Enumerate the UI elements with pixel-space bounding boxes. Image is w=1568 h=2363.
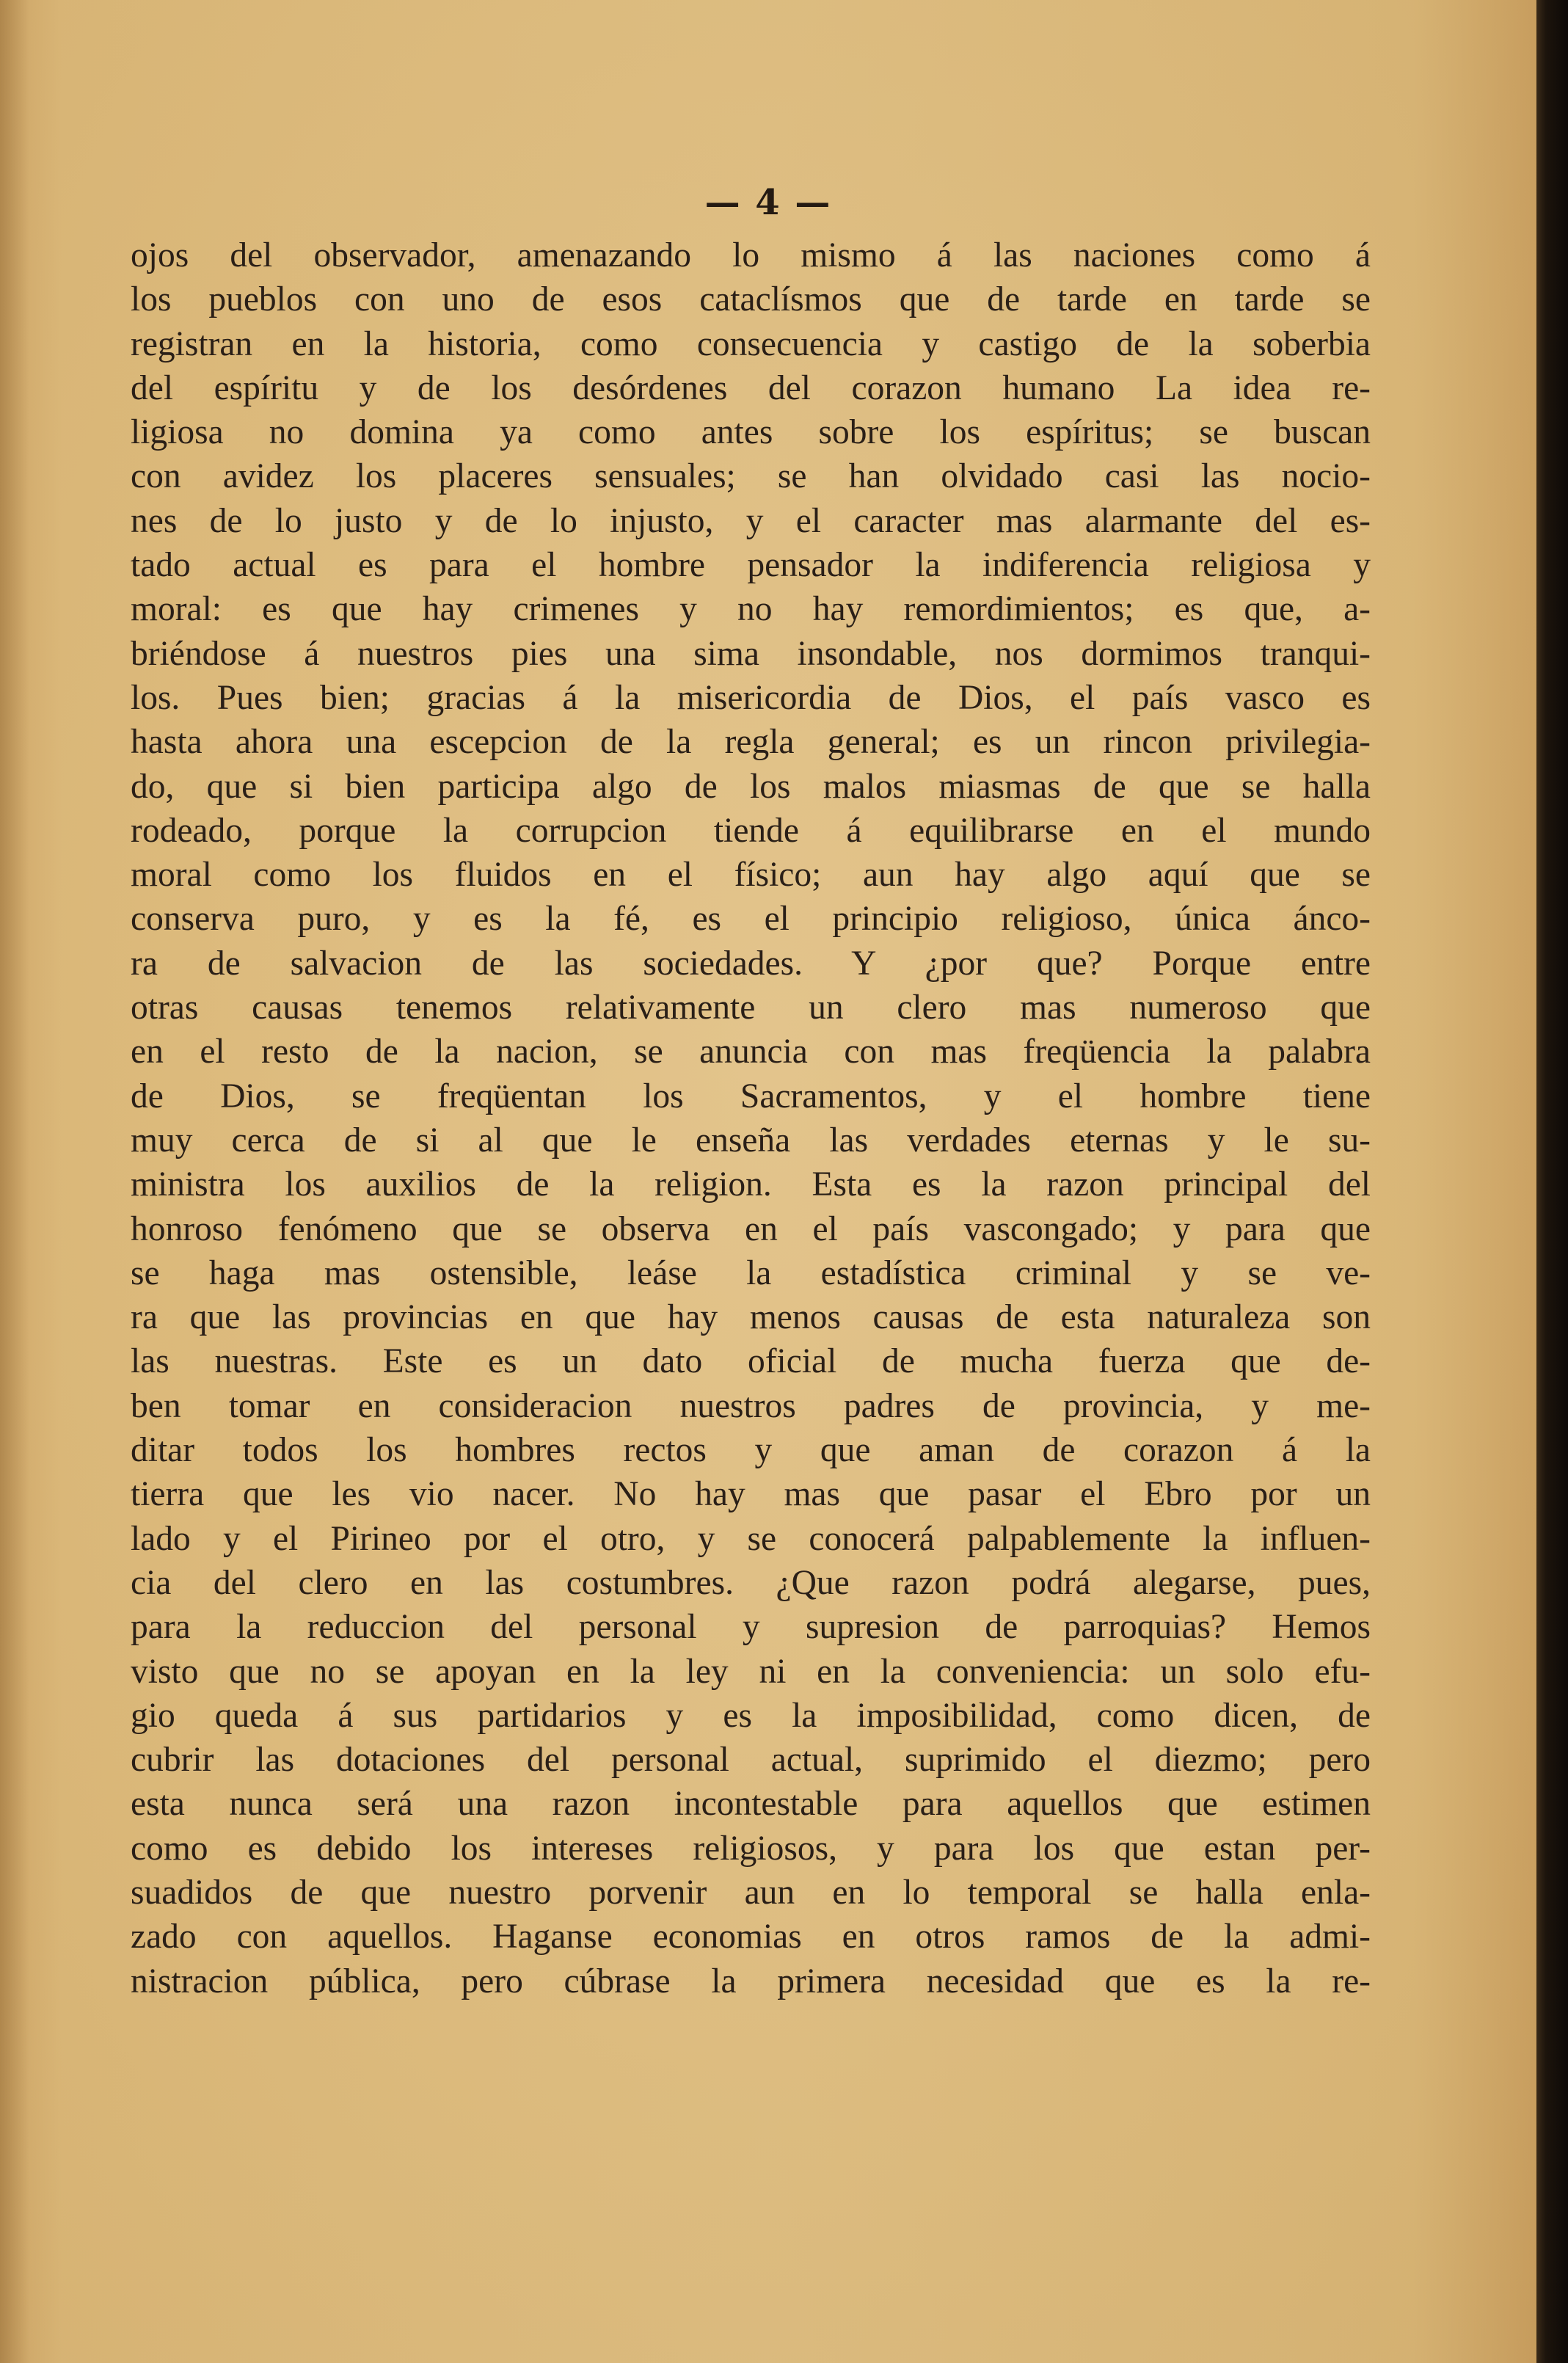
- text-line: conserva puro, y es la fé, es el principio religioso, única ánco-: [131, 900, 1371, 939]
- text-line: con avidez los placeres sensuales; se han olvidado casi las nocio-: [131, 457, 1371, 496]
- text-line: suadidos de que nuestro porvenir aun en lo temporal se halla enla-: [131, 1873, 1371, 1912]
- text-line: lado y el Pirineo por el otro, y se conocerá palpablemente la influen-: [131, 1519, 1371, 1558]
- text-line: ra de salvacion de las sociedades. Y ¿por que? Porque entre: [131, 944, 1371, 983]
- text-line: gio queda á sus partidarios y es la imposibilidad, como dicen, de: [131, 1696, 1371, 1735]
- text-line: para la reduccion del personal y supresion de parroquias? Hemos: [131, 1608, 1371, 1647]
- text-line: rodeado, porque la corrupcion tiende á equilibrarse en el mundo: [131, 811, 1371, 850]
- text-line: cubrir las dotaciones del personal actual, suprimido el diezmo; pero: [131, 1741, 1371, 1780]
- page-edge-shadow: [1536, 0, 1568, 2363]
- text-line: nes de lo justo y de lo injusto, y el caracter mas alarmante del es-: [131, 501, 1371, 540]
- text-line: las nuestras. Este es un dato oficial de mucha fuerza que de-: [131, 1342, 1371, 1381]
- text-line: honroso fenómeno que se observa en el país vascongado; y para que: [131, 1209, 1371, 1248]
- text-line: los. Pues bien; gracias á la misericordia de Dios, el país vasco es: [131, 678, 1371, 717]
- body-text: [131, 233, 1371, 2003]
- text-line: ra que las provincias en que hay menos causas de esta naturaleza son: [131, 1298, 1371, 1337]
- text-line: ditar todos los hombres rectos y que aman de corazon á la: [131, 1431, 1371, 1470]
- text-line: se haga mas ostensible, leáse la estadística criminal y se ve-: [131, 1253, 1371, 1292]
- text-line: moral como los fluidos en el físico; aun hay algo aquí que se: [131, 856, 1371, 895]
- text-line: del espíritu y de los desórdenes del corazon humano La idea re-: [131, 368, 1371, 407]
- text-line: los pueblos con uno de esos cataclísmos que de tarde en tarde se: [131, 280, 1371, 319]
- text-line: ligiosa no domina ya como antes sobre los espíritus; se buscan: [131, 413, 1371, 452]
- text-line: moral: es que hay crimenes y no hay remordimientos; es que, a-: [131, 590, 1371, 629]
- page-gutter-shadow: [0, 0, 29, 2363]
- text-line: cia del clero en las costumbres. ¿Que razon podrá alegarse, pues,: [131, 1563, 1371, 1602]
- text-line: muy cerca de si al que le enseña las verdades eternas y le su-: [131, 1121, 1371, 1159]
- text-line: otras causas tenemos relativamente un clero mas numeroso que: [131, 988, 1371, 1027]
- text-line: ministra los auxilios de la religion. Esta es la razon principal del: [131, 1165, 1371, 1204]
- text-line: do, que si bien participa algo de los malos miasmas de que se halla: [131, 767, 1371, 806]
- text-line: en el resto de la nacion, se anuncia con mas freqüencia la palabra: [131, 1033, 1371, 1071]
- text-line: como es debido los intereses religiosos, y para los que estan per-: [131, 1829, 1371, 1868]
- text-line: de Dios, se freqüentan los Sacramentos, y el hombre tiene: [131, 1077, 1371, 1115]
- text-line: tierra que les vio nacer. No hay mas que pasar el Ebro por un: [131, 1475, 1371, 1514]
- text-line: nistracion pública, pero cúbrase la primera necesidad que es la re-: [131, 1962, 1371, 2000]
- text-line: ben tomar en consideracion nuestros padres de provincia, y me-: [131, 1386, 1371, 1425]
- text-line: tado actual es para el hombre pensador la indiferencia religiosa y: [131, 546, 1371, 585]
- text-line: zado con aquellos. Haganse economias en otros ramos de la admi-: [131, 1918, 1371, 1956]
- text-line: briéndose á nuestros pies una sima insondable, nos dormimos tranqui-: [131, 634, 1371, 673]
- text-line: hasta ahora una escepcion de la regla general; es un rincon privilegia-: [131, 723, 1371, 762]
- text-line: registran en la historia, como consecuencia y castigo de la soberbia: [131, 324, 1371, 363]
- page-number: — 4 —: [704, 182, 832, 223]
- text-line: visto que no se apoyan en la ley ni en la conveniencia: un solo efu-: [131, 1652, 1371, 1691]
- text-line: esta nunca será una razon incontestable para aquellos que estimen: [131, 1785, 1371, 1824]
- text-line: ojos del observador, amenazando lo mismo á las naciones como á: [131, 236, 1371, 274]
